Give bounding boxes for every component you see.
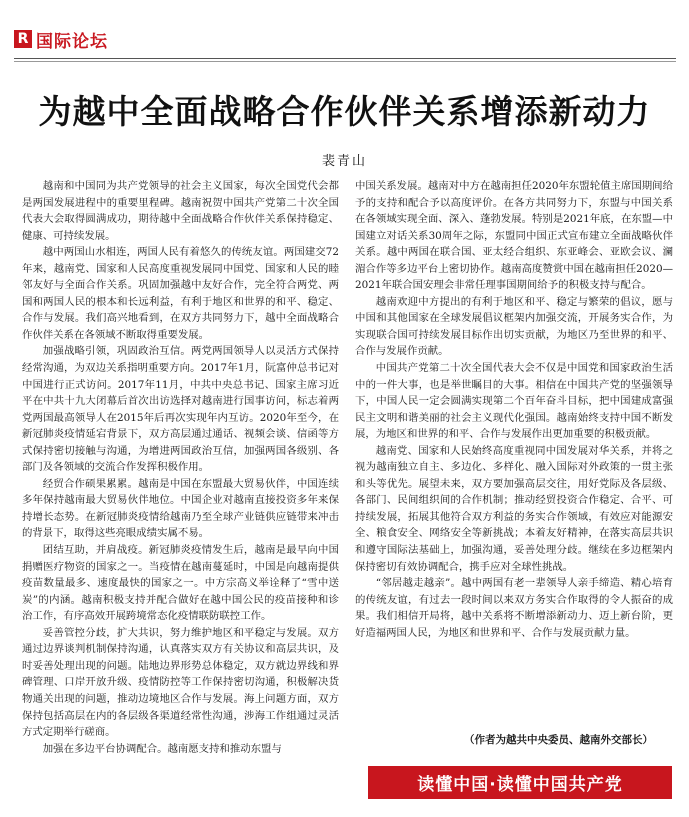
author-credit: （作者为越共中央委员、越南外交部长）	[464, 734, 653, 746]
article-author: 裴青山	[321, 154, 367, 169]
paragraph: 越南和中国同为共产党领导的社会主义国家，每次全国党代会都是两国发展进程中的重要里程碑。越南祝贺中国共产党第二十次全国代表大会取得圆满成功，期待越中全面战略合作伙伴关系保持稳定、健康、可持续发展。	[22, 180, 339, 242]
paragraph: “邻居越走越亲”。越中两国有老一辈领导人亲手缔造、精心培育的传统友谊，有过去一段时间以来双方务实合作取得的令人振奋的成果。我们相信开局将，越中关系将不断增添新动力、迈上新台阶，更好造福两国人民，为地区和世界和平、合作与发展贡献力量。	[355, 577, 673, 639]
paragraph: 中国关系发展。越南对中方在越南担任2020年东盟轮值主席国期间给予的支持和配合予以高度评价。在各方共同努力下，东盟与中国关系在各领域实现全面、深入、蓬勃发展。特别是2021年底，在东盟—中国建立对话关系30周年之际，东盟同中国正式宣布建立全面战略伙伴关系。越中两国在联合国、亚太经合组织、东亚峰会、亚欧会议、澜湄合作等多边平台上密切协作。越南高度赞赏中国在越南担任2020—2021年联合国安理会非常任理事国期间给予的积极支持与配合。	[355, 180, 673, 292]
section-header	[14, 26, 108, 52]
paragraph: 越中两国山水相连，两国人民有着悠久的传统友谊。两国建交72年来，越南党、国家和人民高度重视发展同中国党、国家和人民的睦邻友好与全面合作关系。巩固加强越中友好合作，完全符合两党、两国和两国人民的根本和长远利益，有利于地区和世界的和平、稳定、合作与发展。我们高兴地看到，在双方共同努力下，越中全面战略合作伙伴关系在各领域不断取得重要发展。	[22, 246, 339, 341]
paragraph: 加强在多边平台协调配合。越南愿支持和推动东盟与	[42, 742, 282, 755]
article-column-left	[22, 178, 339, 757]
article-column-right	[355, 178, 673, 641]
paragraph: 越南欢迎中方提出的有利于地区和平、稳定与繁荣的倡议，愿与中国和其他国家在全球发展倡议框架内加强交流，开展务实合作，为实现联合国可持续发展目标作出切实贡献，为地区乃至世界的和平、合作与发展作贡献。	[355, 295, 673, 358]
paragraph: 经贸合作硕果累累。越南是中国在东盟最大贸易伙伴，中国连续多年保持越南最大贸易伙伴地位。中国企业对越南直接投资多年来保持增长态势。在新冠肺炎疫情给越南乃至全球产业链供应链带来冲击的背景下，取得这些亮眼成绩实属不易。	[22, 477, 339, 540]
header-divider-secondary	[14, 61, 676, 62]
newspaper-logo-icon: R	[14, 30, 32, 48]
paragraph: 越南党、国家和人民始终高度重视同中国发展对华关系，并将之视为越南独立自主、多边化、多样化、融入国际对外政策的一贯主张和头等优先。展望未来，双方要加强高层交往，用好党际及各层级、各部门、民间组织间的合作机制；推动经贸投资合作稳定、合平、可持续发展，拓展其他符合双方利益的务实合作领域，有效应对能源安全、粮食安全、网络安全等新挑战；本着友好精神，在落实高层共识和遵守国际法基础上，加强沟通，妥善处理分歧。继续在多边框架内保持密切有效协调配合，携手应对全球性挑战。	[355, 444, 673, 573]
paragraph: 团结互助，并肩战疫。新冠肺炎疫情发生后，越南是最早向中国捐赠医疗物资的国家之一。当疫情在越南蔓延时，中国是向越南提供疫苗数量最多、速度最快的国家之一。中方宗高义举诠释了“雪中送炭”的内涵。越南积极支持并配合做好在越中国公民的疫苗接种和诊治工作，有序高效开展跨境常态化疫情联防联控工作。	[22, 544, 339, 623]
section-title: 国际论坛	[36, 31, 108, 52]
promo-banner: 读懂中国·读懂中国共产党	[368, 766, 672, 799]
paragraph: 中国共产党第二十次全国代表大会不仅是中国党和国家政治生活中的一件大事，也是举世瞩目的大事。相信在中国共产党的坚强领导下，中国人民一定会圆满实现第二个百年奋斗目标，把中国建成富强民主文明和谐美丽的社会主义现代化强国。越南始终支持中国不断发展，为地区和世界的和平、合作与发展作出更加重要的积极贡献。	[355, 362, 673, 441]
article-title: 为越中全面战略合作伙伴关系增添新动力	[38, 92, 651, 131]
paragraph: 加强战略引领，巩固政治互信。两党两国领导人以灵活方式保持经常沟通，为双边关系指明重要方向。2017年1月，阮富仲总书记对中国进行正式访问。2017年11月，中共中央总书记、国家主席习近平在中共十九大闭幕后首次出访选择对越南进行国事访问，标志着两党两国最高领导人在2015年后再次实现年内互访。2020年至今，在新冠肺炎疫情延宕背景下，双方高层通过通话、视频会谈、信函等方式保持密切接触与沟通，为增进两国政治互信，加强两国各级别、各部门及各领域的交流合作发挥积极作用。	[22, 345, 339, 474]
paragraph: 妥善管控分歧，扩大共识，努力维护地区和平稳定与发展。双方通过边界谈判机制保持沟通，认真落实双方有关协议和高层共识，及时妥善处理出现的问题。陆地边界形势总体稳定，双方就边界线和界碑管理、口岸开放升级、疫情防控等工作保持密切沟通，积极解决货物通关出现的问题，推动边境地区合作与发展。海上问题方面，双方保持包括高层在内的各层级各渠道经常性沟通，涉海工作组通过灵活方式定期举行磋商。	[22, 626, 339, 739]
header-divider	[14, 58, 676, 59]
